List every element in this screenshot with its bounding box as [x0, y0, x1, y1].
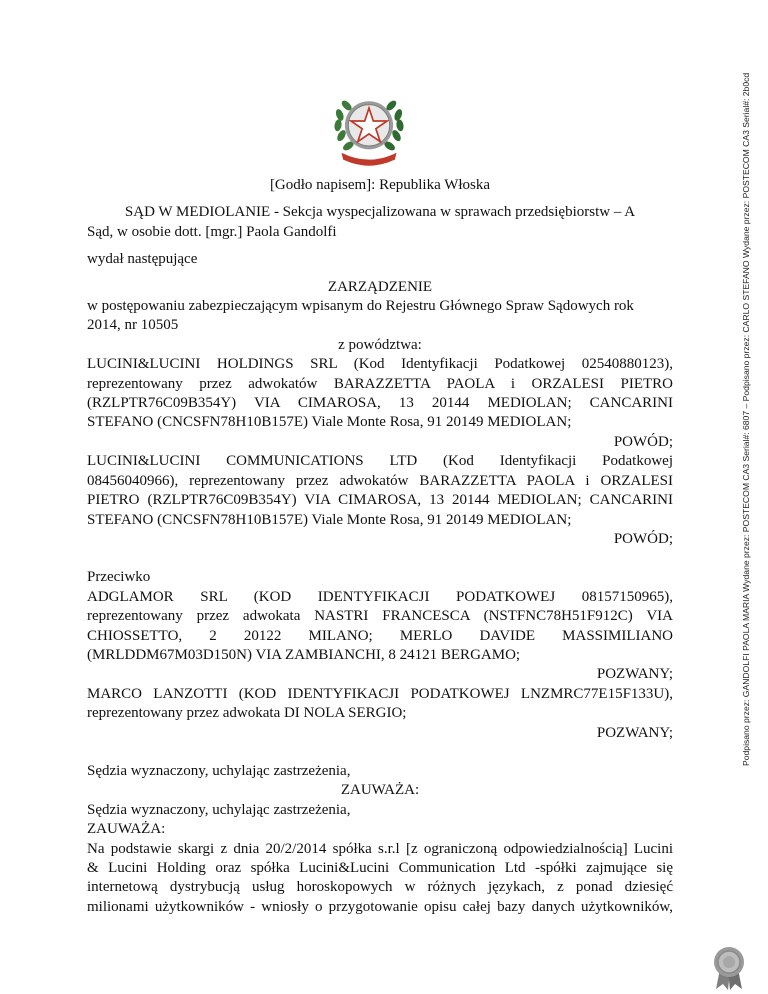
defendant-1-line-2: reprezentowany przez adwokata NASTRI FRANCESCA (NSTFNC78H51F912C) VIA: [87, 608, 673, 625]
claimant-2-role: POWÓD;: [613, 530, 673, 547]
issued-statement: wydał następujące: [87, 251, 198, 268]
claimant-2-line-2: 08456040966), reprezentowany przez adwokatów BARAZZETTA PAOLA i ORZALESI: [87, 472, 673, 489]
body-line-1: Na podstawie skargi z dnia 20/2/2014 spółka s.r.l [z ograniczoną odpowiedzialnością] Lucini: [87, 840, 673, 857]
notes-heading-1: ZAUWAŻA:: [340, 782, 420, 799]
defendant-1-role: POZWANY;: [596, 666, 673, 683]
italian-republic-emblem-icon: [326, 84, 412, 170]
proceedings-line-2: 2014, nr 10505: [87, 317, 179, 334]
body-line-4: milionami użytkowników - wniosły o przygotowanie opisu całej bazy danych użytkowników,: [87, 898, 673, 915]
claimant-header: z powództwa:: [338, 336, 422, 353]
award-ribbon-icon: [708, 945, 750, 991]
defendant-1: [87, 588, 673, 685]
defendant-2-line-1: MARCO LANZOTTI (KOD IDENTYFIKACJI PODATKOWEJ LNZMRC77E15F133U),: [87, 685, 673, 702]
defendant-2: [87, 685, 673, 743]
proceedings-line-1: w postępowaniu zabezpieczającym wpisanym do Rejestru Głównego Spraw Sądowych rok: [87, 298, 634, 315]
claimant-2: [87, 452, 673, 549]
claimant-2-line-1: LUCINI&LUCINI COMMUNICATIONS LTD (Kod Identyfikacji Podatkowej: [87, 453, 673, 470]
court-line-2: Sąd, w osobie dott. [mgr.] Paola Gandolfi: [87, 223, 337, 240]
ribbon: [341, 153, 396, 166]
digital-signature-text: Podpisano przez: GANDOLFI PAOLA MARIA Wydane przez: POSTECOM CA3 Serial#: 6807 – Podpisano przez: CARLO STEFANO Wydane przez: POSTECOM CA3 Serial#: 2b0cd: [741, 72, 751, 766]
notes-heading-2: ZAUWAŻA:: [87, 821, 166, 838]
defendant-1-line-4: (MRLDDM67M03D150N) VIA ZAMBIANCHI, 8 24121 BERGAMO;: [87, 646, 521, 663]
body-line-2: & Lucini Holding oraz spółka Lucini&Lucini Communication Ltd -spółki zajmujące się: [87, 860, 673, 876]
judge-statement-1: Sędzia wyznaczony, uchylając zastrzeżenia,: [87, 762, 351, 779]
document-title: ZARZĄDZENIE: [327, 278, 433, 295]
document-body: [87, 176, 673, 917]
against-label: Przeciwko: [87, 569, 151, 586]
claimant-1-role: POWÓD;: [613, 433, 673, 450]
claimant-2-line-4: STEFANO (CNCSFN78H10B157E) Viale Monte Rosa, 91 20149 MEDIOLAN;: [87, 511, 572, 528]
body-line-3: internetową dystrybucją usług horoskopowych w różnych językach, z ponad dziesięć: [87, 879, 673, 896]
defendant-2-line-2: reprezentowany przez adwokata DI NOLA SERGIO;: [87, 705, 407, 722]
claimant-1: [87, 355, 673, 452]
defendant-2-role: POZWANY;: [596, 724, 673, 741]
claimant-1-line-1: LUCINI&LUCINI HOLDINGS SRL (Kod Identyfikacji Podatkowej 02540880123),: [87, 356, 673, 373]
court-line-1: SĄD W MEDIOLANIE - Sekcja wyspecjalizowana w sprawach przedsiębiorstw – A: [124, 204, 636, 221]
emblem-caption: [Godło napisem]: Republika Włoska: [269, 177, 491, 193]
defendant-1-line-1: ADGLAMOR SRL (KOD IDENTYFIKACJI PODATKOWEJ 08157150965),: [87, 588, 673, 605]
claimant-1-line-4: STEFANO (CNCSFN78H10B157E) Viale Monte Rosa, 91 20149 MEDIOLAN;: [87, 414, 572, 431]
defendant-1-line-3: CHIOSSETTO, 2 20122 MILANO; MERLO DAVIDE MASSIMILIANO: [87, 627, 673, 644]
claimant-2-line-3: PIETRO (RZLPTR76C09B354Y) VIA CIMAROSA, 13 20144 MEDIOLAN; CANCARINI: [87, 492, 673, 509]
claimant-1-line-3: (RZLPTR76C09B354Y) VIA CIMAROSA, 13 20144 MEDIOLAN; CANCARINI: [87, 395, 673, 412]
claimant-1-line-2: reprezentowany przez adwokatów BARAZZETTA PAOLA i ORZALESI PIETRO: [87, 375, 673, 392]
body-paragraph: [87, 840, 673, 918]
judge-statement-2: Sędzia wyznaczony, uchylając zastrzeżenia,: [87, 801, 351, 818]
